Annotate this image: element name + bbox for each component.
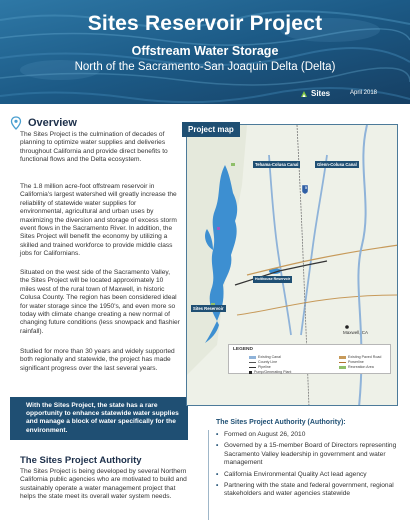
legend-title: LEGEND <box>233 347 253 352</box>
legend-item: Pump/Generating Plant <box>249 370 291 374</box>
authority-heading: The Sites Project Authority <box>20 455 142 466</box>
legend-item: Recreation Area <box>339 365 374 369</box>
legend-swatch <box>249 371 252 374</box>
map-label-holthouse-reservoir: Holthouse Reservoir <box>255 277 291 281</box>
list-item: • Partnering with the state and federal government, regional stakeholders and water agencies statewide <box>216 482 400 499</box>
map-label-maxwell: Maxwell, CA <box>343 330 369 335</box>
brand-name: Sites <box>311 89 331 98</box>
legend-item: Existing Canal <box>249 355 281 359</box>
list-item: • Formed on August 26, 2010 <box>216 431 400 439</box>
facts-heading: The Sites Project Authority (Authority): <box>216 419 346 426</box>
map-label-highway: 5 <box>305 186 307 190</box>
legend-swatch <box>249 367 256 368</box>
facts-list <box>216 431 400 502</box>
list-item: • Governed by a 15-member Board of Directors representing Sacramento Valley leadership in government and water management <box>216 442 400 467</box>
overview-paragraph-3: Situated on the west side of the Sacramento Valley, the Sites Project will be located approximately 10 miles west of the rural town of Maxwell, in historic Colusa County. The region has been considered ideal for water storage since the 1950's, and even more so today with climate change creating a new normal of changing future conditions (less snowpack and flashier rainfall). <box>20 269 180 335</box>
map-label-tehama-colusa-canal: Tehama-Colusa Canal <box>255 162 299 167</box>
map-label-sites-reservoir: Sites Reservoir <box>193 306 224 311</box>
overview-title: Overview <box>28 117 77 129</box>
list-item: • California Environmental Quality Act lead agency <box>216 471 400 479</box>
legend-swatch <box>339 366 346 369</box>
legend-item: Pipeline <box>249 365 271 369</box>
facts-divider <box>208 430 209 520</box>
overview-heading <box>10 116 77 130</box>
legend-swatch <box>249 356 256 359</box>
header-banner <box>0 0 410 104</box>
legend-item: County Line <box>249 360 277 364</box>
page-subtitle: Offstream Water Storage <box>131 44 279 58</box>
legend-item: Existing Paved Road <box>339 355 381 359</box>
sites-logo-icon <box>300 90 308 98</box>
page-subtitle-location: North of the Sacramento-San Joaquin Delta (Delta) <box>74 61 336 73</box>
legend-swatch <box>339 362 346 363</box>
overview-paragraph-1: The Sites Project is the culmination of decades of planning to optimize water supplies and deliveries throughout California and provide direct benefits to functional flows and the Delta ecosystem. <box>20 131 168 164</box>
legend-swatch <box>339 356 346 359</box>
overview-paragraph-2: The 1.8 million acre-foot offstream reservoir in California's largest watershed will greatly increase the reliability of statewide water supplies for environmental, agricultural and urban uses by maximizing the diversion and storage of excess storm event flows in the Sacramento River. In addition, the Sites Project will benefit the economy by utilizing a skilled and trained workforce to provide middle class jobs for Californians. <box>20 183 177 258</box>
brand-logo <box>300 89 330 98</box>
overview-paragraph-4: Studied for more than 30 years and widely supported both regionally and statewide, the project has made significant progress over the last several years. <box>20 348 175 372</box>
map-label-glenn-colusa-canal: Glenn-Colusa Canal <box>317 162 357 167</box>
map-pin-icon <box>10 116 22 130</box>
authority-paragraph: The Sites Project is being developed by several Northern California public agencies who are motivated to build and sustainably operate a water management project that helps the state meet its overall water system needs. <box>20 468 187 501</box>
legend-swatch <box>249 362 256 363</box>
legend-item: Powerline <box>339 360 364 364</box>
page-title: Sites Reservoir Project <box>87 12 323 35</box>
issue-date: April 2018 <box>350 90 378 96</box>
highlight-callout: With the Sites Project, the state has a rare opportunity to enhance statewide water supplies and manage a block of water specifically for the environment. <box>10 397 188 440</box>
map-title-tag: Project map <box>182 122 240 137</box>
map-legend <box>228 344 391 374</box>
